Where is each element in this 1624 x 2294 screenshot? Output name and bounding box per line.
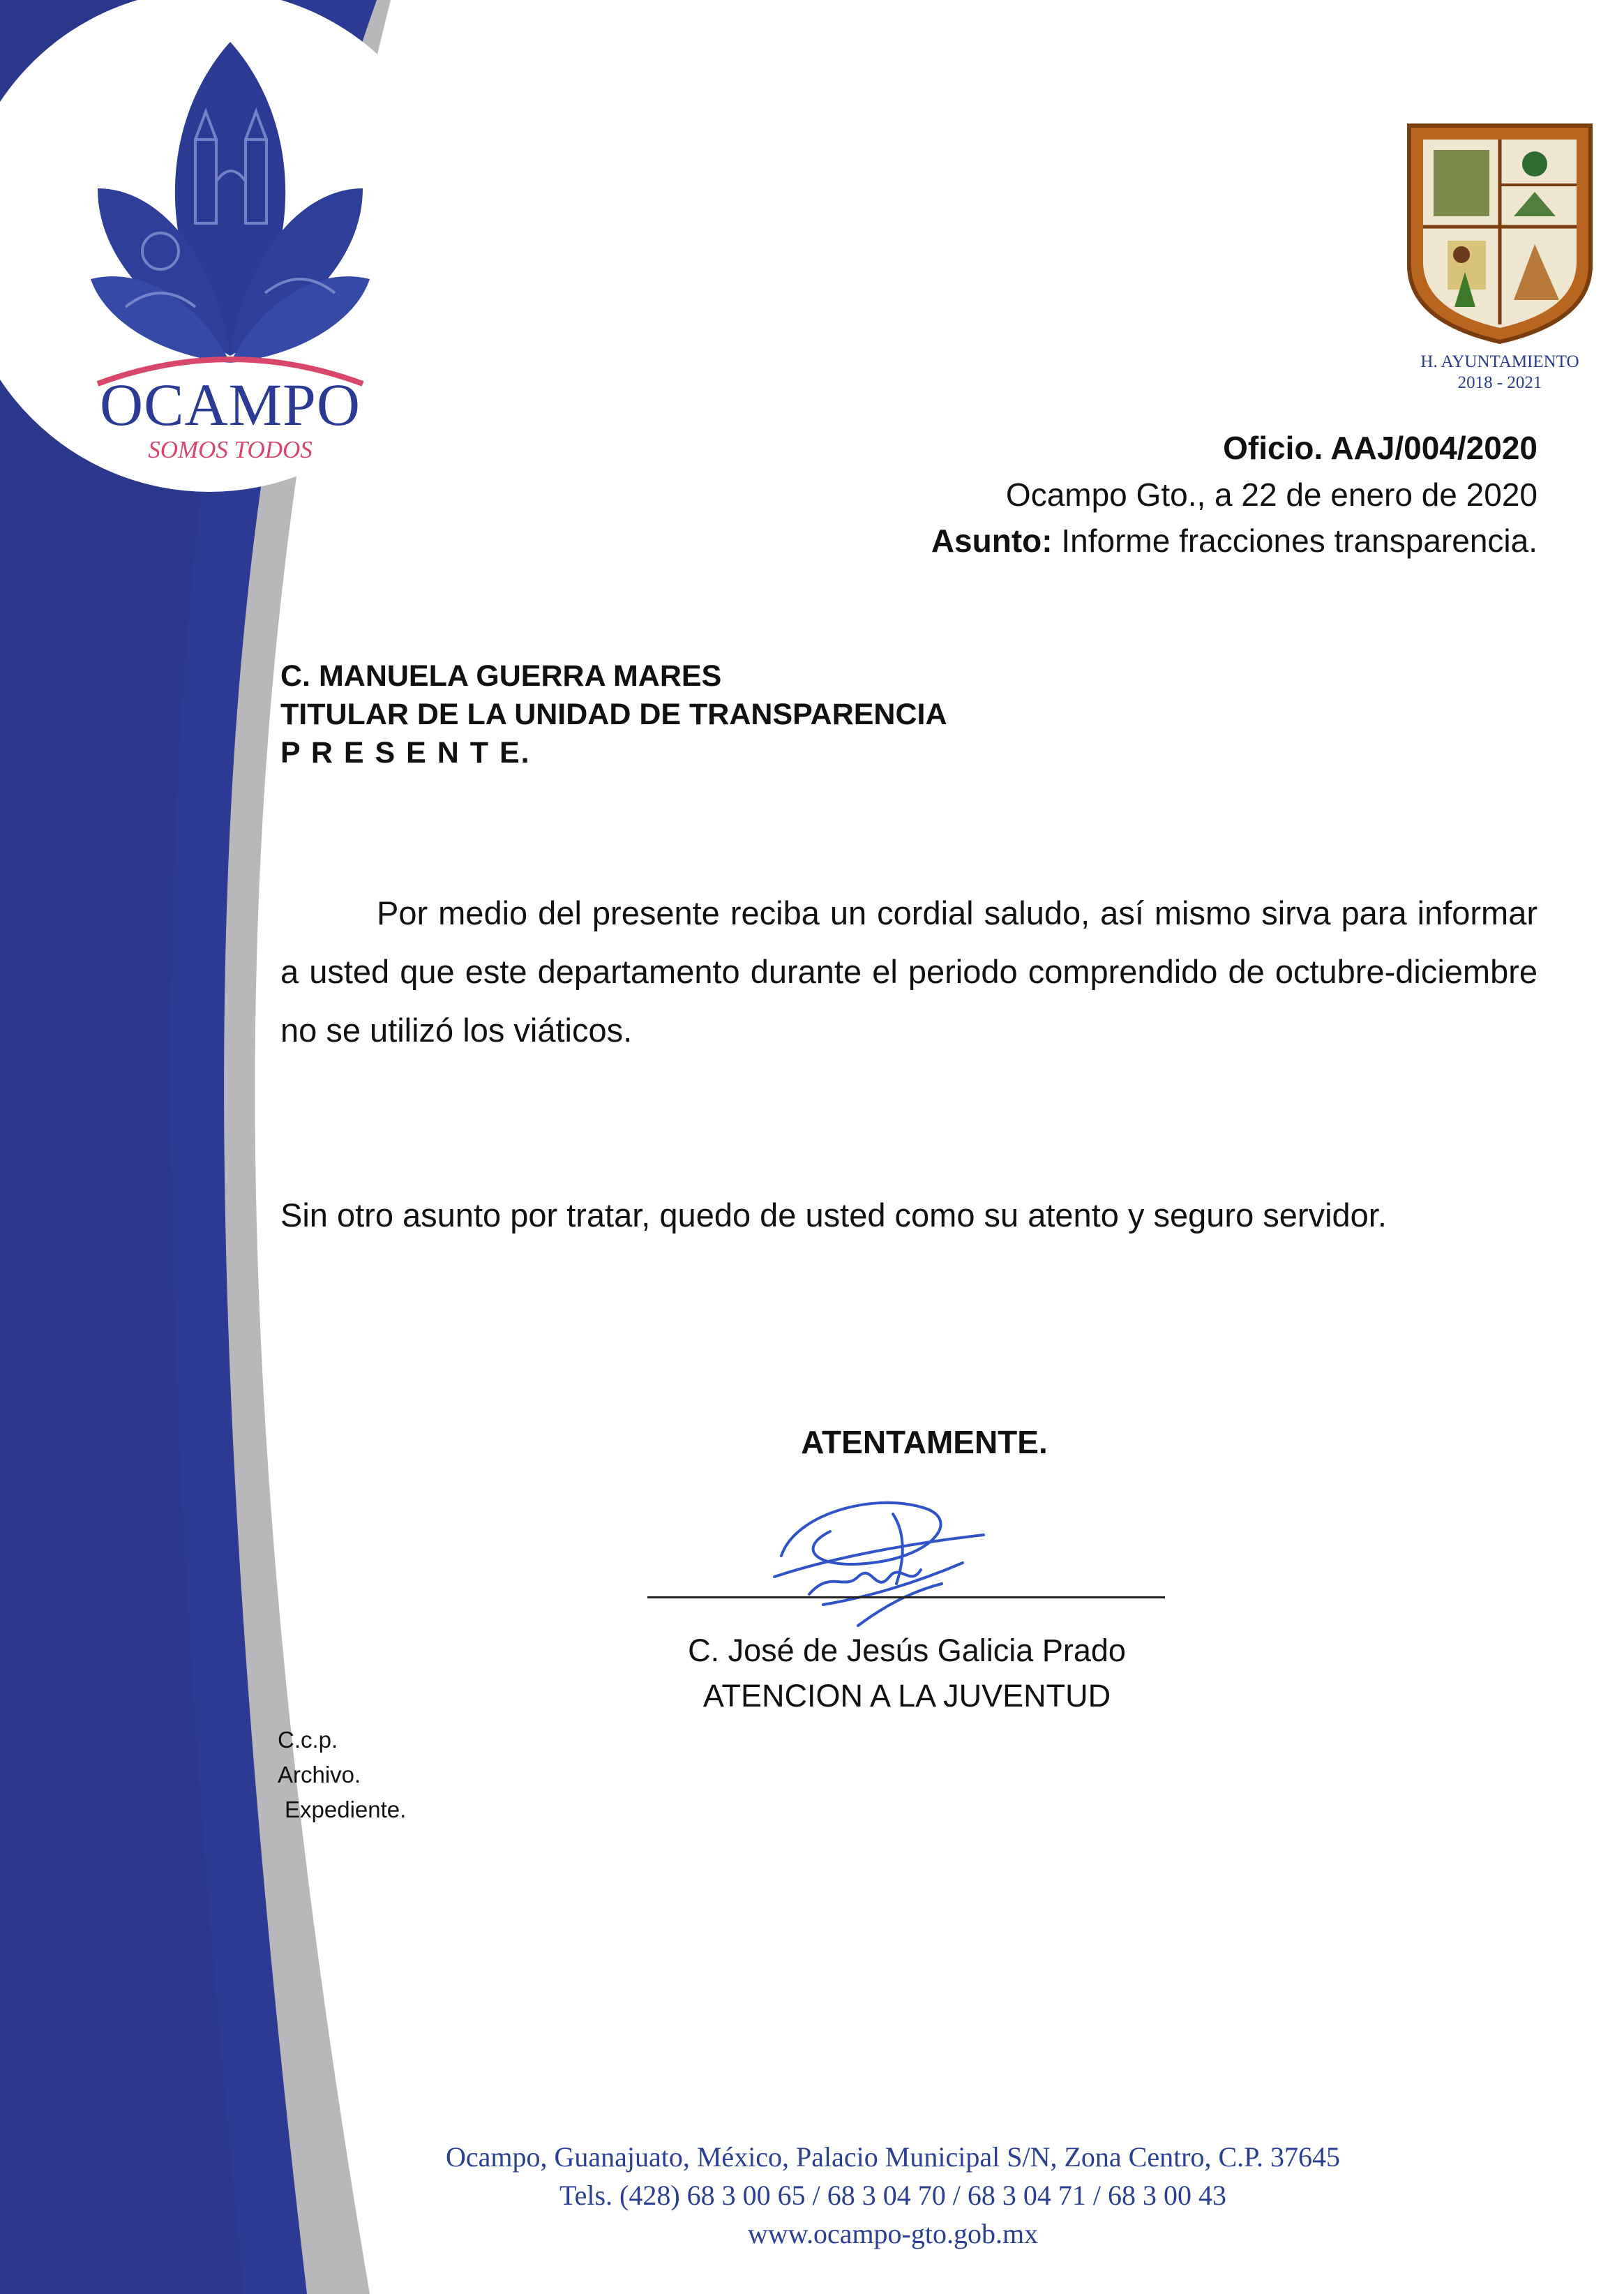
footer-phones: Tels. (428) 68 3 00 65 / 68 3 04 70 / 68 3 04 71 / 68 3 00 43 xyxy=(559,2180,1227,2211)
asunto-text: Informe fracciones transparencia. xyxy=(1061,523,1537,559)
place-date: Ocampo Gto., a 22 de enero de 2020 xyxy=(1005,477,1537,513)
recipient-presente: P R E S E N T E. xyxy=(280,736,531,770)
recipient-name: C. MANUELA GUERRA MARES xyxy=(280,659,722,693)
body-paragraph-1: Por medio del presente reciba un cordial saludo, así mismo sirva para informar a usted que este departamento durante el periodo comprendido de octubre-diciembre no se utilizó los viáticos. xyxy=(280,894,1537,1049)
footer-address: Ocampo, Guanajuato, México, Palacio Municipal S/N, Zona Centro, C.P. 37645 xyxy=(445,2141,1340,2173)
ccp-label: C.c.p. xyxy=(278,1727,338,1753)
asunto-label: Asunto: xyxy=(931,523,1053,559)
atentamente: ATENTAMENTE. xyxy=(801,1424,1048,1460)
brand-slogan: SOMOS TODOS xyxy=(148,436,313,463)
ccp-item-expediente: Expediente. xyxy=(285,1797,407,1822)
asunto-line xyxy=(931,522,1537,560)
signer-department: ATENCION A LA JUVENTUD xyxy=(702,1678,1111,1714)
ocampo-logo xyxy=(84,28,377,463)
oficio-number: Oficio. AAJ/004/2020 xyxy=(1223,430,1537,466)
recipient-title: TITULAR DE LA UNIDAD DE TRANSPARENCIA xyxy=(280,698,947,731)
seal-caption-1: H. AYUNTAMIENTO xyxy=(1420,352,1579,371)
footer-website[interactable]: www.ocampo-gto.gob.mx xyxy=(747,2218,1039,2249)
body-paragraph-2: Sin otro asunto por tratar, quedo de usted como su atento y seguro servidor. xyxy=(280,1197,1387,1234)
municipal-seal xyxy=(1395,112,1604,391)
seal-caption-2: 2018 - 2021 xyxy=(1457,373,1542,392)
coat-of-arms-icon xyxy=(1395,112,1604,349)
signature xyxy=(753,1465,1005,1633)
ccp-item-archivo: Archivo. xyxy=(278,1762,361,1787)
lotus-emblem-icon xyxy=(84,28,377,391)
signer-name: C. José de Jesús Galicia Prado xyxy=(688,1633,1126,1668)
brand-name: OCAMPO xyxy=(100,371,361,438)
signature-line xyxy=(647,1596,1165,1598)
